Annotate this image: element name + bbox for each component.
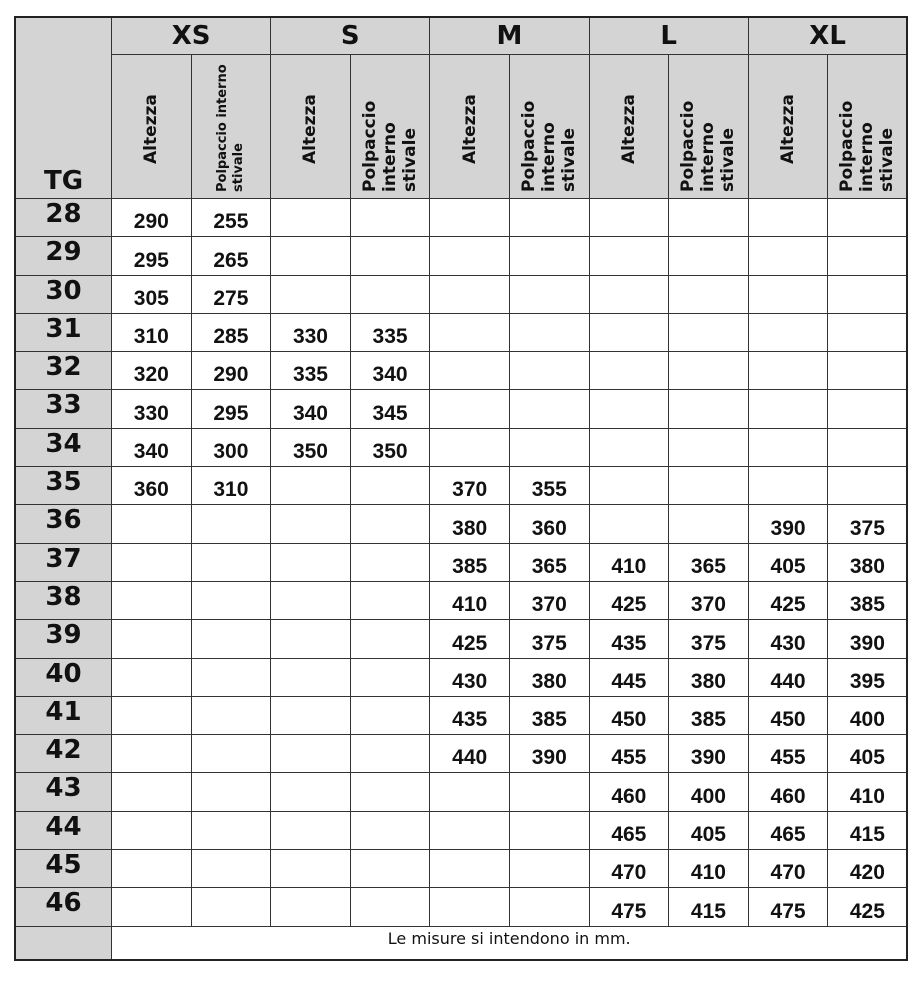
value-cell: [350, 735, 430, 773]
value-cell: 470: [748, 850, 828, 888]
value-cell: 475: [748, 888, 828, 926]
value-cell: [191, 735, 271, 773]
value-cell: [589, 275, 669, 313]
value-cell: [509, 888, 589, 926]
value-cell: 425: [828, 888, 908, 926]
measure-header-label: Polpaccio interno stivale: [837, 100, 898, 192]
value-cell: 405: [828, 735, 908, 773]
tg-cell: 34: [15, 428, 112, 466]
value-cell: 450: [748, 696, 828, 734]
value-cell: 445: [589, 658, 669, 696]
tg-cell: 45: [15, 850, 112, 888]
table-row: [15, 888, 907, 926]
value-cell: [271, 199, 351, 237]
value-cell: [191, 543, 271, 581]
value-cell: [748, 390, 828, 428]
value-cell: [271, 696, 351, 734]
polpaccio-header: [828, 55, 908, 199]
value-cell: 470: [589, 850, 669, 888]
altezza-header: [589, 55, 669, 199]
tg-cell: 36: [15, 505, 112, 543]
value-cell: [112, 773, 192, 811]
value-cell: [748, 467, 828, 505]
value-cell: 405: [669, 811, 749, 849]
value-cell: [430, 199, 510, 237]
value-cell: [350, 888, 430, 926]
value-cell: [430, 850, 510, 888]
measure-header-label: Altezza: [300, 94, 321, 164]
value-cell: 430: [748, 620, 828, 658]
value-cell: [271, 505, 351, 543]
value-cell: 330: [271, 313, 351, 351]
tg-cell: 33: [15, 390, 112, 428]
table-row: [15, 658, 907, 696]
measure-header-label: Polpaccio interno stivale: [360, 100, 421, 192]
value-cell: 425: [430, 620, 510, 658]
value-cell: [509, 428, 589, 466]
value-cell: [350, 850, 430, 888]
value-cell: 400: [669, 773, 749, 811]
value-cell: 355: [509, 467, 589, 505]
altezza-header: [271, 55, 351, 199]
value-cell: 340: [112, 428, 192, 466]
value-cell: 410: [669, 850, 749, 888]
value-cell: 385: [828, 581, 908, 619]
measure-header-label: Polpaccio interno stivale: [678, 100, 739, 192]
value-cell: [430, 428, 510, 466]
size-header-xs: XS: [112, 17, 271, 55]
tg-cell: 28: [15, 199, 112, 237]
value-cell: 385: [430, 543, 510, 581]
value-cell: 385: [669, 696, 749, 734]
table-row: [15, 811, 907, 849]
table-row: [15, 696, 907, 734]
tg-cell: 40: [15, 658, 112, 696]
value-cell: 460: [748, 773, 828, 811]
value-cell: [191, 620, 271, 658]
value-cell: 340: [271, 390, 351, 428]
value-cell: 290: [112, 199, 192, 237]
size-header-s: S: [271, 17, 430, 55]
value-cell: 390: [669, 735, 749, 773]
value-cell: 285: [191, 313, 271, 351]
value-cell: [271, 237, 351, 275]
value-cell: [271, 658, 351, 696]
value-cell: 410: [589, 543, 669, 581]
measure-header-label: Altezza: [618, 94, 639, 164]
value-cell: [748, 313, 828, 351]
value-cell: 390: [828, 620, 908, 658]
value-cell: [350, 467, 430, 505]
value-cell: [112, 850, 192, 888]
value-cell: 350: [350, 428, 430, 466]
value-cell: [191, 658, 271, 696]
value-cell: [828, 467, 908, 505]
value-cell: [430, 313, 510, 351]
value-cell: [589, 313, 669, 351]
measure-header-label: Altezza: [141, 94, 162, 164]
value-cell: [430, 811, 510, 849]
value-cell: 370: [669, 581, 749, 619]
value-cell: 300: [191, 428, 271, 466]
value-cell: [669, 199, 749, 237]
value-cell: [509, 773, 589, 811]
table-row: [15, 313, 907, 351]
value-cell: 365: [669, 543, 749, 581]
value-cell: [669, 390, 749, 428]
tg-cell: 29: [15, 237, 112, 275]
value-cell: 390: [509, 735, 589, 773]
value-cell: 335: [350, 313, 430, 351]
value-cell: 465: [589, 811, 669, 849]
value-cell: [350, 696, 430, 734]
tg-cell: 41: [15, 696, 112, 734]
tg-cell: 31: [15, 313, 112, 351]
tg-cell: 32: [15, 352, 112, 390]
value-cell: [271, 543, 351, 581]
value-cell: [828, 313, 908, 351]
value-cell: [271, 811, 351, 849]
value-cell: 345: [350, 390, 430, 428]
value-cell: 375: [509, 620, 589, 658]
value-cell: [509, 199, 589, 237]
table-row: [15, 581, 907, 619]
value-cell: [112, 811, 192, 849]
value-cell: 305: [112, 275, 192, 313]
value-cell: [509, 811, 589, 849]
table-row: [15, 850, 907, 888]
value-cell: 265: [191, 237, 271, 275]
value-cell: [589, 505, 669, 543]
value-cell: [271, 735, 351, 773]
value-cell: [509, 237, 589, 275]
value-cell: [350, 581, 430, 619]
value-cell: 295: [191, 390, 271, 428]
value-cell: [271, 850, 351, 888]
value-cell: [350, 620, 430, 658]
value-cell: [430, 888, 510, 926]
measure-header-label: Polpaccio interno stivale: [214, 64, 246, 192]
value-cell: [191, 773, 271, 811]
table-row: [15, 352, 907, 390]
value-cell: [589, 390, 669, 428]
value-cell: 425: [589, 581, 669, 619]
altezza-header: [748, 55, 828, 199]
measure-header-label: Altezza: [778, 94, 799, 164]
value-cell: 360: [509, 505, 589, 543]
value-cell: 320: [112, 352, 192, 390]
value-cell: [828, 199, 908, 237]
value-cell: 335: [271, 352, 351, 390]
value-cell: [669, 352, 749, 390]
value-cell: [828, 352, 908, 390]
value-cell: [828, 428, 908, 466]
value-cell: [589, 237, 669, 275]
value-cell: [748, 237, 828, 275]
value-cell: 395: [828, 658, 908, 696]
value-cell: [350, 543, 430, 581]
value-cell: [350, 237, 430, 275]
value-cell: [112, 888, 192, 926]
value-cell: [271, 773, 351, 811]
value-cell: 370: [509, 581, 589, 619]
value-cell: [589, 428, 669, 466]
value-cell: [350, 658, 430, 696]
size-chart-body: [15, 199, 907, 927]
value-cell: 440: [430, 735, 510, 773]
value-cell: [509, 352, 589, 390]
measure-header-row: [15, 55, 907, 199]
size-header-xl: XL: [748, 17, 907, 55]
value-cell: [112, 543, 192, 581]
tg-cell: 38: [15, 581, 112, 619]
value-cell: 435: [589, 620, 669, 658]
value-cell: [271, 467, 351, 505]
value-cell: 415: [828, 811, 908, 849]
measure-header-label: Polpaccio interno stivale: [519, 100, 580, 192]
value-cell: [350, 773, 430, 811]
value-cell: [748, 428, 828, 466]
table-row: [15, 237, 907, 275]
value-cell: [191, 696, 271, 734]
value-cell: 255: [191, 199, 271, 237]
value-cell: [748, 199, 828, 237]
value-cell: 310: [191, 467, 271, 505]
value-cell: 390: [748, 505, 828, 543]
tg-cell: 43: [15, 773, 112, 811]
value-cell: 450: [589, 696, 669, 734]
value-cell: [430, 237, 510, 275]
value-cell: 295: [112, 237, 192, 275]
value-cell: [191, 811, 271, 849]
table-row: [15, 735, 907, 773]
table-row: [15, 543, 907, 581]
value-cell: [191, 888, 271, 926]
value-cell: 360: [112, 467, 192, 505]
table-row: [15, 428, 907, 466]
value-cell: 340: [350, 352, 430, 390]
value-cell: [430, 275, 510, 313]
value-cell: [350, 199, 430, 237]
value-cell: [191, 581, 271, 619]
value-cell: 410: [828, 773, 908, 811]
value-cell: 330: [112, 390, 192, 428]
footnote-spacer: [15, 926, 112, 960]
footnote-row: [15, 926, 907, 960]
polpaccio-header: [350, 55, 430, 199]
value-cell: [271, 581, 351, 619]
value-cell: [191, 505, 271, 543]
value-cell: 410: [430, 581, 510, 619]
tg-cell: 35: [15, 467, 112, 505]
polpaccio-header: [191, 55, 271, 199]
table-row: [15, 199, 907, 237]
value-cell: [828, 390, 908, 428]
value-cell: 475: [589, 888, 669, 926]
value-cell: [748, 352, 828, 390]
value-cell: [350, 275, 430, 313]
value-cell: 425: [748, 581, 828, 619]
value-cell: [509, 313, 589, 351]
value-cell: [509, 850, 589, 888]
table-row: [15, 620, 907, 658]
value-cell: 465: [748, 811, 828, 849]
tg-cell: 44: [15, 811, 112, 849]
value-cell: 405: [748, 543, 828, 581]
value-cell: [430, 352, 510, 390]
value-cell: [589, 352, 669, 390]
value-cell: [112, 735, 192, 773]
value-cell: 290: [191, 352, 271, 390]
altezza-header: [430, 55, 510, 199]
value-cell: [509, 275, 589, 313]
value-cell: [589, 467, 669, 505]
value-cell: [271, 620, 351, 658]
table-row: [15, 390, 907, 428]
value-cell: [112, 658, 192, 696]
size-chart-table: [14, 16, 908, 961]
polpaccio-header: [669, 55, 749, 199]
tg-cell: 46: [15, 888, 112, 926]
value-cell: [828, 275, 908, 313]
value-cell: [828, 237, 908, 275]
tg-cell: 37: [15, 543, 112, 581]
value-cell: [112, 620, 192, 658]
value-cell: [669, 467, 749, 505]
value-cell: [191, 850, 271, 888]
value-cell: 420: [828, 850, 908, 888]
value-cell: [430, 390, 510, 428]
value-cell: 460: [589, 773, 669, 811]
value-cell: 415: [669, 888, 749, 926]
value-cell: [112, 696, 192, 734]
value-cell: 375: [828, 505, 908, 543]
value-cell: 365: [509, 543, 589, 581]
table-row: [15, 773, 907, 811]
value-cell: 400: [828, 696, 908, 734]
value-cell: [748, 275, 828, 313]
value-cell: [589, 199, 669, 237]
value-cell: [669, 237, 749, 275]
table-row: [15, 275, 907, 313]
value-cell: 455: [748, 735, 828, 773]
value-cell: [350, 505, 430, 543]
table-row: [15, 467, 907, 505]
value-cell: [669, 313, 749, 351]
value-cell: [430, 773, 510, 811]
altezza-header: [112, 55, 192, 199]
tg-cell: 30: [15, 275, 112, 313]
value-cell: 370: [430, 467, 510, 505]
value-cell: 430: [430, 658, 510, 696]
value-cell: 375: [669, 620, 749, 658]
measure-header-label: Altezza: [459, 94, 480, 164]
footnote: Le misure si intendono in mm.: [112, 926, 908, 960]
value-cell: [350, 811, 430, 849]
value-cell: [509, 390, 589, 428]
value-cell: 380: [430, 505, 510, 543]
value-cell: 350: [271, 428, 351, 466]
value-cell: 380: [828, 543, 908, 581]
value-cell: 310: [112, 313, 192, 351]
polpaccio-header: [509, 55, 589, 199]
value-cell: 435: [430, 696, 510, 734]
value-cell: 380: [509, 658, 589, 696]
table-row: [15, 505, 907, 543]
size-header-m: M: [430, 17, 589, 55]
value-cell: 440: [748, 658, 828, 696]
tg-cell: 39: [15, 620, 112, 658]
value-cell: [112, 505, 192, 543]
value-cell: [669, 505, 749, 543]
tg-header: TG: [15, 17, 112, 199]
value-cell: [669, 275, 749, 313]
value-cell: 455: [589, 735, 669, 773]
value-cell: 275: [191, 275, 271, 313]
value-cell: [112, 581, 192, 619]
tg-cell: 42: [15, 735, 112, 773]
value-cell: [271, 275, 351, 313]
value-cell: [271, 888, 351, 926]
value-cell: [669, 428, 749, 466]
size-header-l: L: [589, 17, 748, 55]
value-cell: 385: [509, 696, 589, 734]
value-cell: 380: [669, 658, 749, 696]
